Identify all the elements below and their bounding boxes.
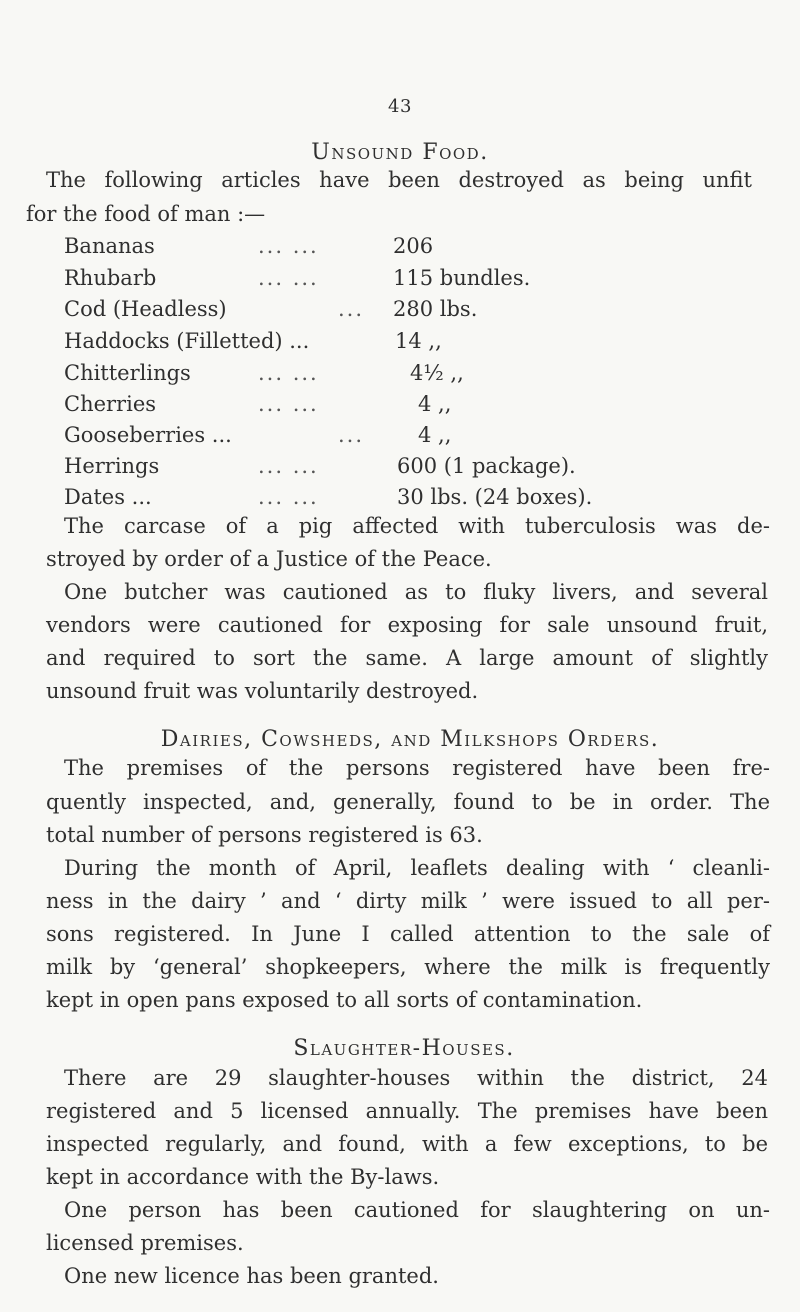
item-name: Dates ... xyxy=(64,485,152,509)
paragraph-line: vendors were cautioned for exposing for sale unsound fruit, xyxy=(46,613,768,637)
paragraph-line: The premises of the persons registered have been fre- xyxy=(64,756,770,780)
item-leader: ... ... xyxy=(258,234,319,258)
paragraph-line: and required to sort the same. A large amount of slightly xyxy=(46,646,768,670)
item-quantity: 600 (1 package). xyxy=(397,454,576,478)
paragraph-line: sons registered. In June I called attention to the sale of xyxy=(46,922,770,946)
item-quantity: 115 bundles. xyxy=(393,266,531,290)
item-quantity: 4½ ,, xyxy=(410,361,464,385)
item-name: Rhubarb xyxy=(64,266,157,290)
item-name: Cherries xyxy=(64,392,157,416)
paragraph-line: inspected regularly, and found, with a few exceptions, to be xyxy=(46,1132,768,1156)
paragraph-line: total number of persons registered is 63. xyxy=(46,823,483,847)
paragraph-line: During the month of April, leaflets dealing with ‘ cleanli- xyxy=(64,856,770,880)
paragraph-line: The carcase of a pig affected with tuberculosis was de- xyxy=(64,514,770,538)
paragraph-line: stroyed by order of a Justice of the Peace. xyxy=(46,547,492,571)
item-leader: ... ... xyxy=(258,454,319,478)
item-leader: ... ... xyxy=(258,361,319,385)
item-quantity: 206 xyxy=(393,234,434,258)
item-name: Haddocks (Filletted) ... xyxy=(64,329,310,353)
item-leader: ... ... xyxy=(258,392,319,416)
paragraph-line: One person has been cautioned for slaughtering on un- xyxy=(64,1198,770,1222)
item-name: Gooseberries ... xyxy=(64,423,232,447)
item-name: Chitterlings xyxy=(64,361,191,385)
item-leader: ... ... xyxy=(258,485,319,509)
item-quantity: 30 lbs. (24 boxes). xyxy=(397,485,593,509)
paragraph-line: registered and 5 licensed annually. The premises have been xyxy=(46,1099,768,1123)
item-leader: ... ... xyxy=(258,266,319,290)
item-name: Bananas xyxy=(64,234,155,258)
paragraph-line: There are 29 slaughter-houses within the district, 24 xyxy=(64,1066,768,1090)
paragraph-line: One butcher was cautioned as to fluky livers, and several xyxy=(64,580,768,604)
item-quantity: 280 lbs. xyxy=(393,297,478,321)
section-heading-dairies: Dairies, Cowsheds, and Milkshops Orders. xyxy=(160,727,660,752)
item-quantity: 14 ,, xyxy=(395,329,442,353)
paragraph-line: kept in accordance with the By-laws. xyxy=(46,1165,440,1189)
intro-line: The following articles have been destroyed as being unfit xyxy=(46,168,752,192)
section-heading-unsound-food: Unsound Food. xyxy=(311,140,489,165)
item-name: Herrings xyxy=(64,454,160,478)
item-leader: ... xyxy=(338,423,365,447)
page-number: 43 xyxy=(388,96,412,117)
paragraph-line: ness in the dairy ’ and ‘ dirty milk ’ were issued to all per- xyxy=(46,889,770,913)
section-heading-slaughter-houses: Slaughter-Houses. xyxy=(293,1036,515,1061)
paragraph-line: unsound fruit was voluntarily destroyed. xyxy=(46,679,479,703)
paragraph-line: quently inspected, and, generally, found to be in order. The xyxy=(46,790,770,814)
item-leader: ... xyxy=(338,297,365,321)
paragraph-line: kept in open pans exposed to all sorts of contamination. xyxy=(46,988,643,1012)
item-quantity: 4 ,, xyxy=(418,392,452,416)
paragraph-line: milk by ‘general’ shopkeepers, where the milk is frequently xyxy=(46,955,770,979)
intro-line: for the food of man :— xyxy=(26,202,266,226)
item-name: Cod (Headless) xyxy=(64,297,227,321)
paragraph-line: One new licence has been granted. xyxy=(64,1264,439,1288)
paragraph-line: licensed premises. xyxy=(46,1231,244,1255)
item-quantity: 4 ,, xyxy=(418,423,452,447)
